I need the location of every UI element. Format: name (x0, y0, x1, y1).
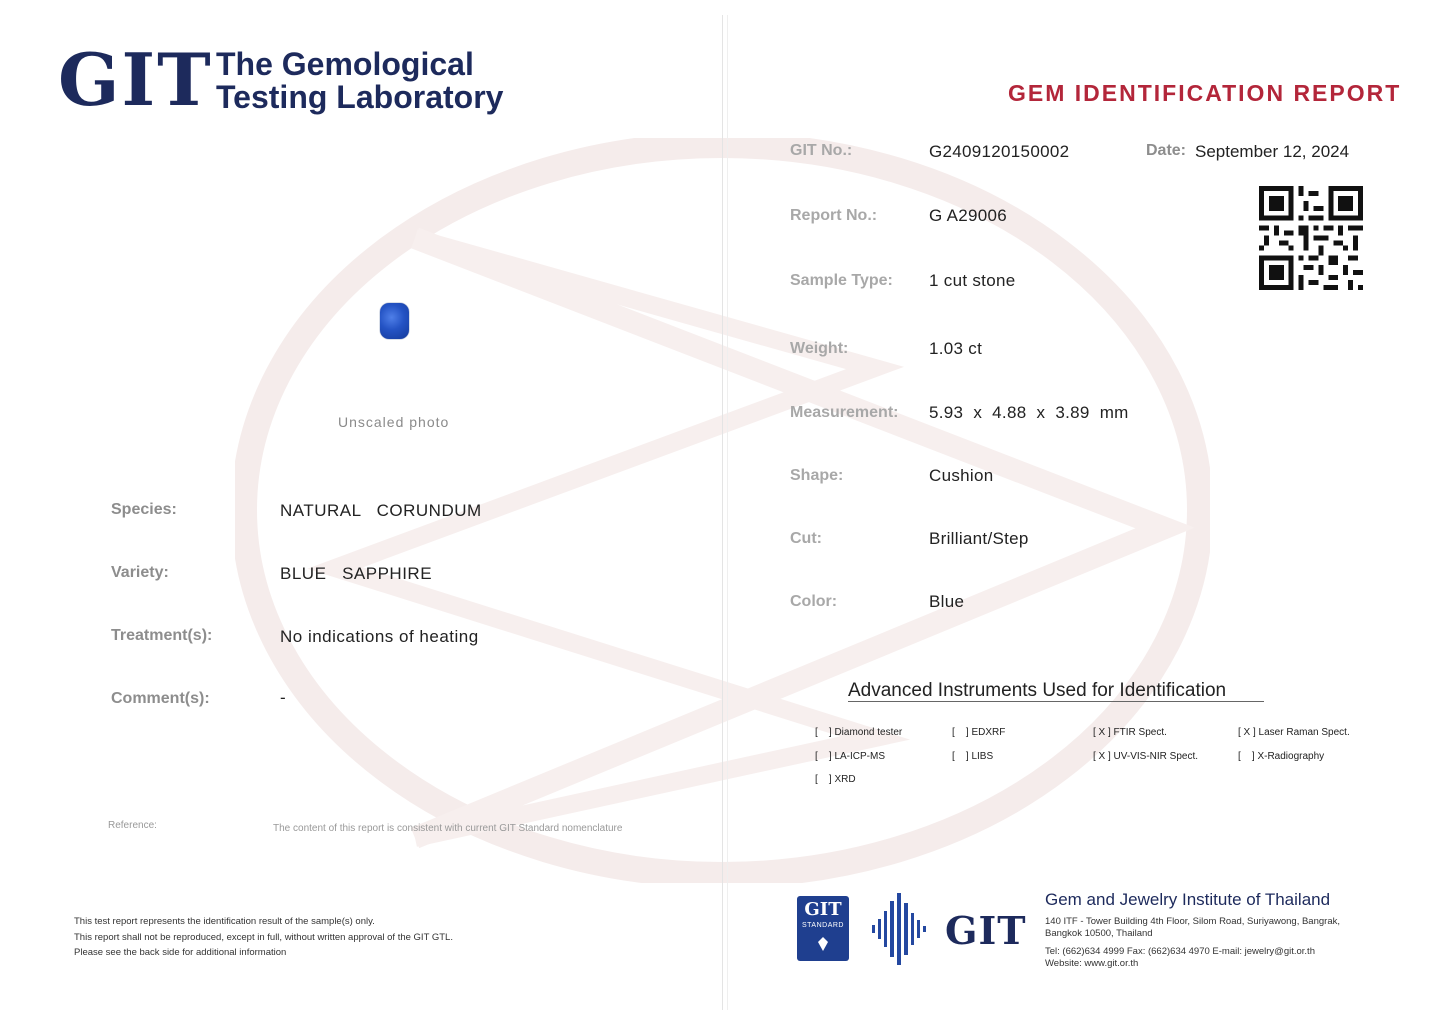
species-value: NATURAL CORUNDUM (280, 501, 482, 520)
color-value: Blue (929, 592, 965, 611)
gemstone-photo (380, 303, 409, 339)
treatment-value: No indications of heating (280, 627, 479, 646)
measurement-label: Measurement: (790, 404, 899, 421)
variety-value: BLUE SAPPHIRE (280, 564, 433, 583)
weight-value: 1.03 ct (929, 339, 983, 358)
comment-label: Comment(s): (111, 690, 210, 707)
page-fold (722, 15, 728, 1010)
report-title: GEM IDENTIFICATION REPORT (1008, 80, 1402, 106)
instrument-item: [ ] LA-ICP-MS (815, 751, 886, 762)
weight-label: Weight: (790, 340, 849, 357)
variety-label: Variety: (111, 564, 169, 581)
measurement-value: 5.93 x 4.88 x 3.89 mm (929, 403, 1129, 422)
instrument-item: [ ] X-Radiography (1238, 751, 1325, 762)
git-wave-logo-icon (870, 893, 932, 965)
cut-value: Brilliant/Step (929, 529, 1029, 548)
report-no-value: G A29006 (929, 206, 1008, 225)
instrument-item: [ ] LIBS (952, 751, 994, 762)
footer-note-3: Please see the back side for additional information (74, 947, 287, 958)
git-footer-logo: GIT (945, 908, 1027, 953)
instrument-item: [ X ] UV-VIS-NIR Spect. (1093, 751, 1199, 762)
instrument-item: [ X ] Laser Raman Spect. (1238, 727, 1350, 738)
qr-code (1259, 186, 1363, 290)
species-label: Species: (111, 501, 177, 518)
instrument-item: [ X ] FTIR Spect. (1093, 727, 1167, 738)
git-no-value: G2409120150002 (929, 142, 1070, 161)
sample-type-label: Sample Type: (790, 272, 893, 289)
lab-name (216, 48, 503, 114)
git-no-label: GIT No.: (790, 142, 853, 159)
instruments-underline (848, 701, 1264, 702)
report-no-label: Report No.: (790, 207, 878, 224)
cut-label: Cut: (790, 530, 822, 547)
color-label: Color: (790, 593, 838, 610)
instruments-title: Advanced Instruments Used for Identification (848, 680, 1227, 701)
badge-title: GIT (804, 899, 842, 920)
badge-emblem-icon (816, 936, 830, 952)
institute-address-1: 140 ITF - Tower Building 4th Floor, Silom Road, Suriyawong, Bangrak, (1045, 916, 1340, 927)
institute-name: Gem and Jewelry Institute of Thailand (1045, 890, 1331, 909)
footer-note-1: This test report represents the identification result of the sample(s) only. (74, 916, 375, 927)
lab-name-line2: Testing Laboratory (216, 79, 504, 115)
lab-name-line1: The Gemological (216, 46, 474, 82)
sample-type-value: 1 cut stone (929, 271, 1016, 290)
instrument-item: [ ] EDXRF (952, 727, 1006, 738)
shape-label: Shape: (790, 467, 844, 484)
photo-caption: Unscaled photo (338, 414, 450, 430)
institute-address-2: Bangkok 10500, Thailand (1045, 928, 1153, 939)
git-logo: GIT (58, 37, 213, 122)
footer-note-2: This report shall not be reproduced, except in full, without written approval of the GIT GTL. (74, 932, 453, 943)
instrument-item: [ ] Diamond tester (815, 727, 903, 738)
institute-website: Website: www.git.or.th (1045, 958, 1139, 969)
date-label: Date: (1146, 142, 1187, 159)
instrument-item: [ ] XRD (815, 774, 856, 785)
institute-contact: Tel: (662)634 4999 Fax: (662)634 4970 E-mail: jewelry@git.or.th (1045, 946, 1315, 957)
reference-value: The content of this report is consistent with current GIT Standard nomenclature (273, 823, 623, 834)
treatment-label: Treatment(s): (111, 627, 213, 644)
date-value: September 12, 2024 (1195, 142, 1350, 161)
comment-value: - (280, 688, 287, 707)
reference-label: Reference: (108, 820, 157, 831)
git-standard-badge (797, 896, 849, 961)
badge-subtitle: STANDARD (802, 922, 844, 929)
shape-value: Cushion (929, 466, 994, 485)
